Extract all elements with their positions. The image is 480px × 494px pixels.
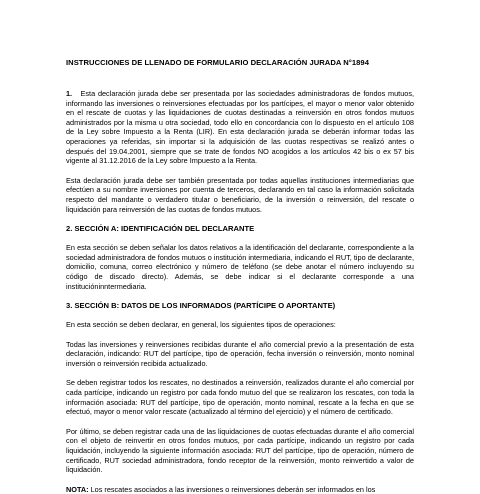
nota-label: NOTA: <box>66 484 89 494</box>
paragraph-section-b-intro: En esta sección se deben declarar, en general, los siguientes tipos de operaciones: <box>66 320 336 330</box>
nota-paragraph <box>66 485 414 494</box>
paragraph-2: Esta declaración jurada debe ser también presentada por todas aquellas instituciones intermediarias que efectúen a su nombre inversiones por cuenta de terceros, declarando en tal caso la información solicitada respecto del mandante o verdadero titular o beneficiario, de la inversión o reinversión, del rescate o liquidación para reinversión de las cuotas de fondos mutuos. <box>66 175 414 214</box>
section-b-heading: 3. SECCIÓN B: DATOS DE LOS INFORMADOS (PARTÍCIPE O APORTANTE) <box>66 301 336 311</box>
paragraph-rescates: Se deben registrar todos los rescates, no destinados a reinversión, realizados durante el año comercial por cada partícipe, indicando un registro por cada fondo mutuo del que se realizaron los rescates, con toda la información asociada: RUT del partícipe, tipo de operación, monto nominal, rescate a la fecha en que se efectuó, mayor o menor valor rescate (actualizado al término del ejercicio) y el número de certificado. <box>66 378 414 417</box>
paragraph-section-a: En esta sección se deben señalar los datos relativos a la identificación del declarante, correspondiente a la sociedad administradora de fondos mutuos o institución intermediaria, indicando el RUT, tipo de declarante, domicilio, comuna, correo electrónico y número de teléfono (se debe anotar el número incluyendo su código de discado directo). Además, se debe indicar si el declarante corresponde a una institucióninntermediaria. <box>66 243 414 291</box>
paragraph-1 <box>66 89 414 166</box>
nota-text: Los rescates asociados a las inversiones o reinversiones deberán ser informados en los <box>90 484 376 494</box>
document-title: INSTRUCCIONES DE LLENADO DE FORMULARIO DECLARACIÓN JURADA N°1894 <box>66 58 369 67</box>
paragraph-inversiones: Todas las inversiones y reinversiones recibidas durante el año comercial previo a la presentación de esta declaración, indicando: RUT del partícipe, tipo de operación, fecha inversión o reinversión, monto nominal inversión o reinversión recibida actualizado. <box>66 339 414 368</box>
paragraph-1-text: Esta declaración jurada debe ser presentada por las sociedades administradoras de fondos mutuos, informando las inversiones o reinversiones efectuadas por los partícipes, el mayor o menor valor obtenido en el rescate de cuotas y las liquidaciones de cuotas destinadas a reinversión en otros fondos mutuos administrados por la misma u otra sociedad, todo ello en concordancia con lo dispuesto en el artículo 108 de la Ley sobre Impuesto a la Renta (LIR). En esta declaración jurada se deberán informar todas las operaciones ya referidas, sin importar si la adquisición de las cuotas respectivas se realizó antes o después del 19.04.2001, siempre que se trate de fondos NO acogidos a los artículos 42 bis o ex 57 bis vigente al 31.12.2016 de la Ley sobre Impuesto a la Renta. <box>66 89 414 166</box>
paragraph-number: 1. <box>66 89 73 98</box>
paragraph-liquidaciones: Por último, se deben registrar cada una de las liquidaciones de cuotas efectuadas durante el año comercial con el objeto de reinvertir en otros fondos mutuos, por cada partícipe, indicando un registro por cada liquidación, incluyendo la siguiente información asociada: RUT del partícipe, tipo de operación, número de certificado, RUT sociedad administradora, fondo receptor de la reinversión, monto reinvertido a valor de liquidación. <box>66 426 414 475</box>
section-a-heading: 2. SECCIÓN A: IDENTIFICACIÓN DEL DECLARANTE <box>66 224 255 234</box>
